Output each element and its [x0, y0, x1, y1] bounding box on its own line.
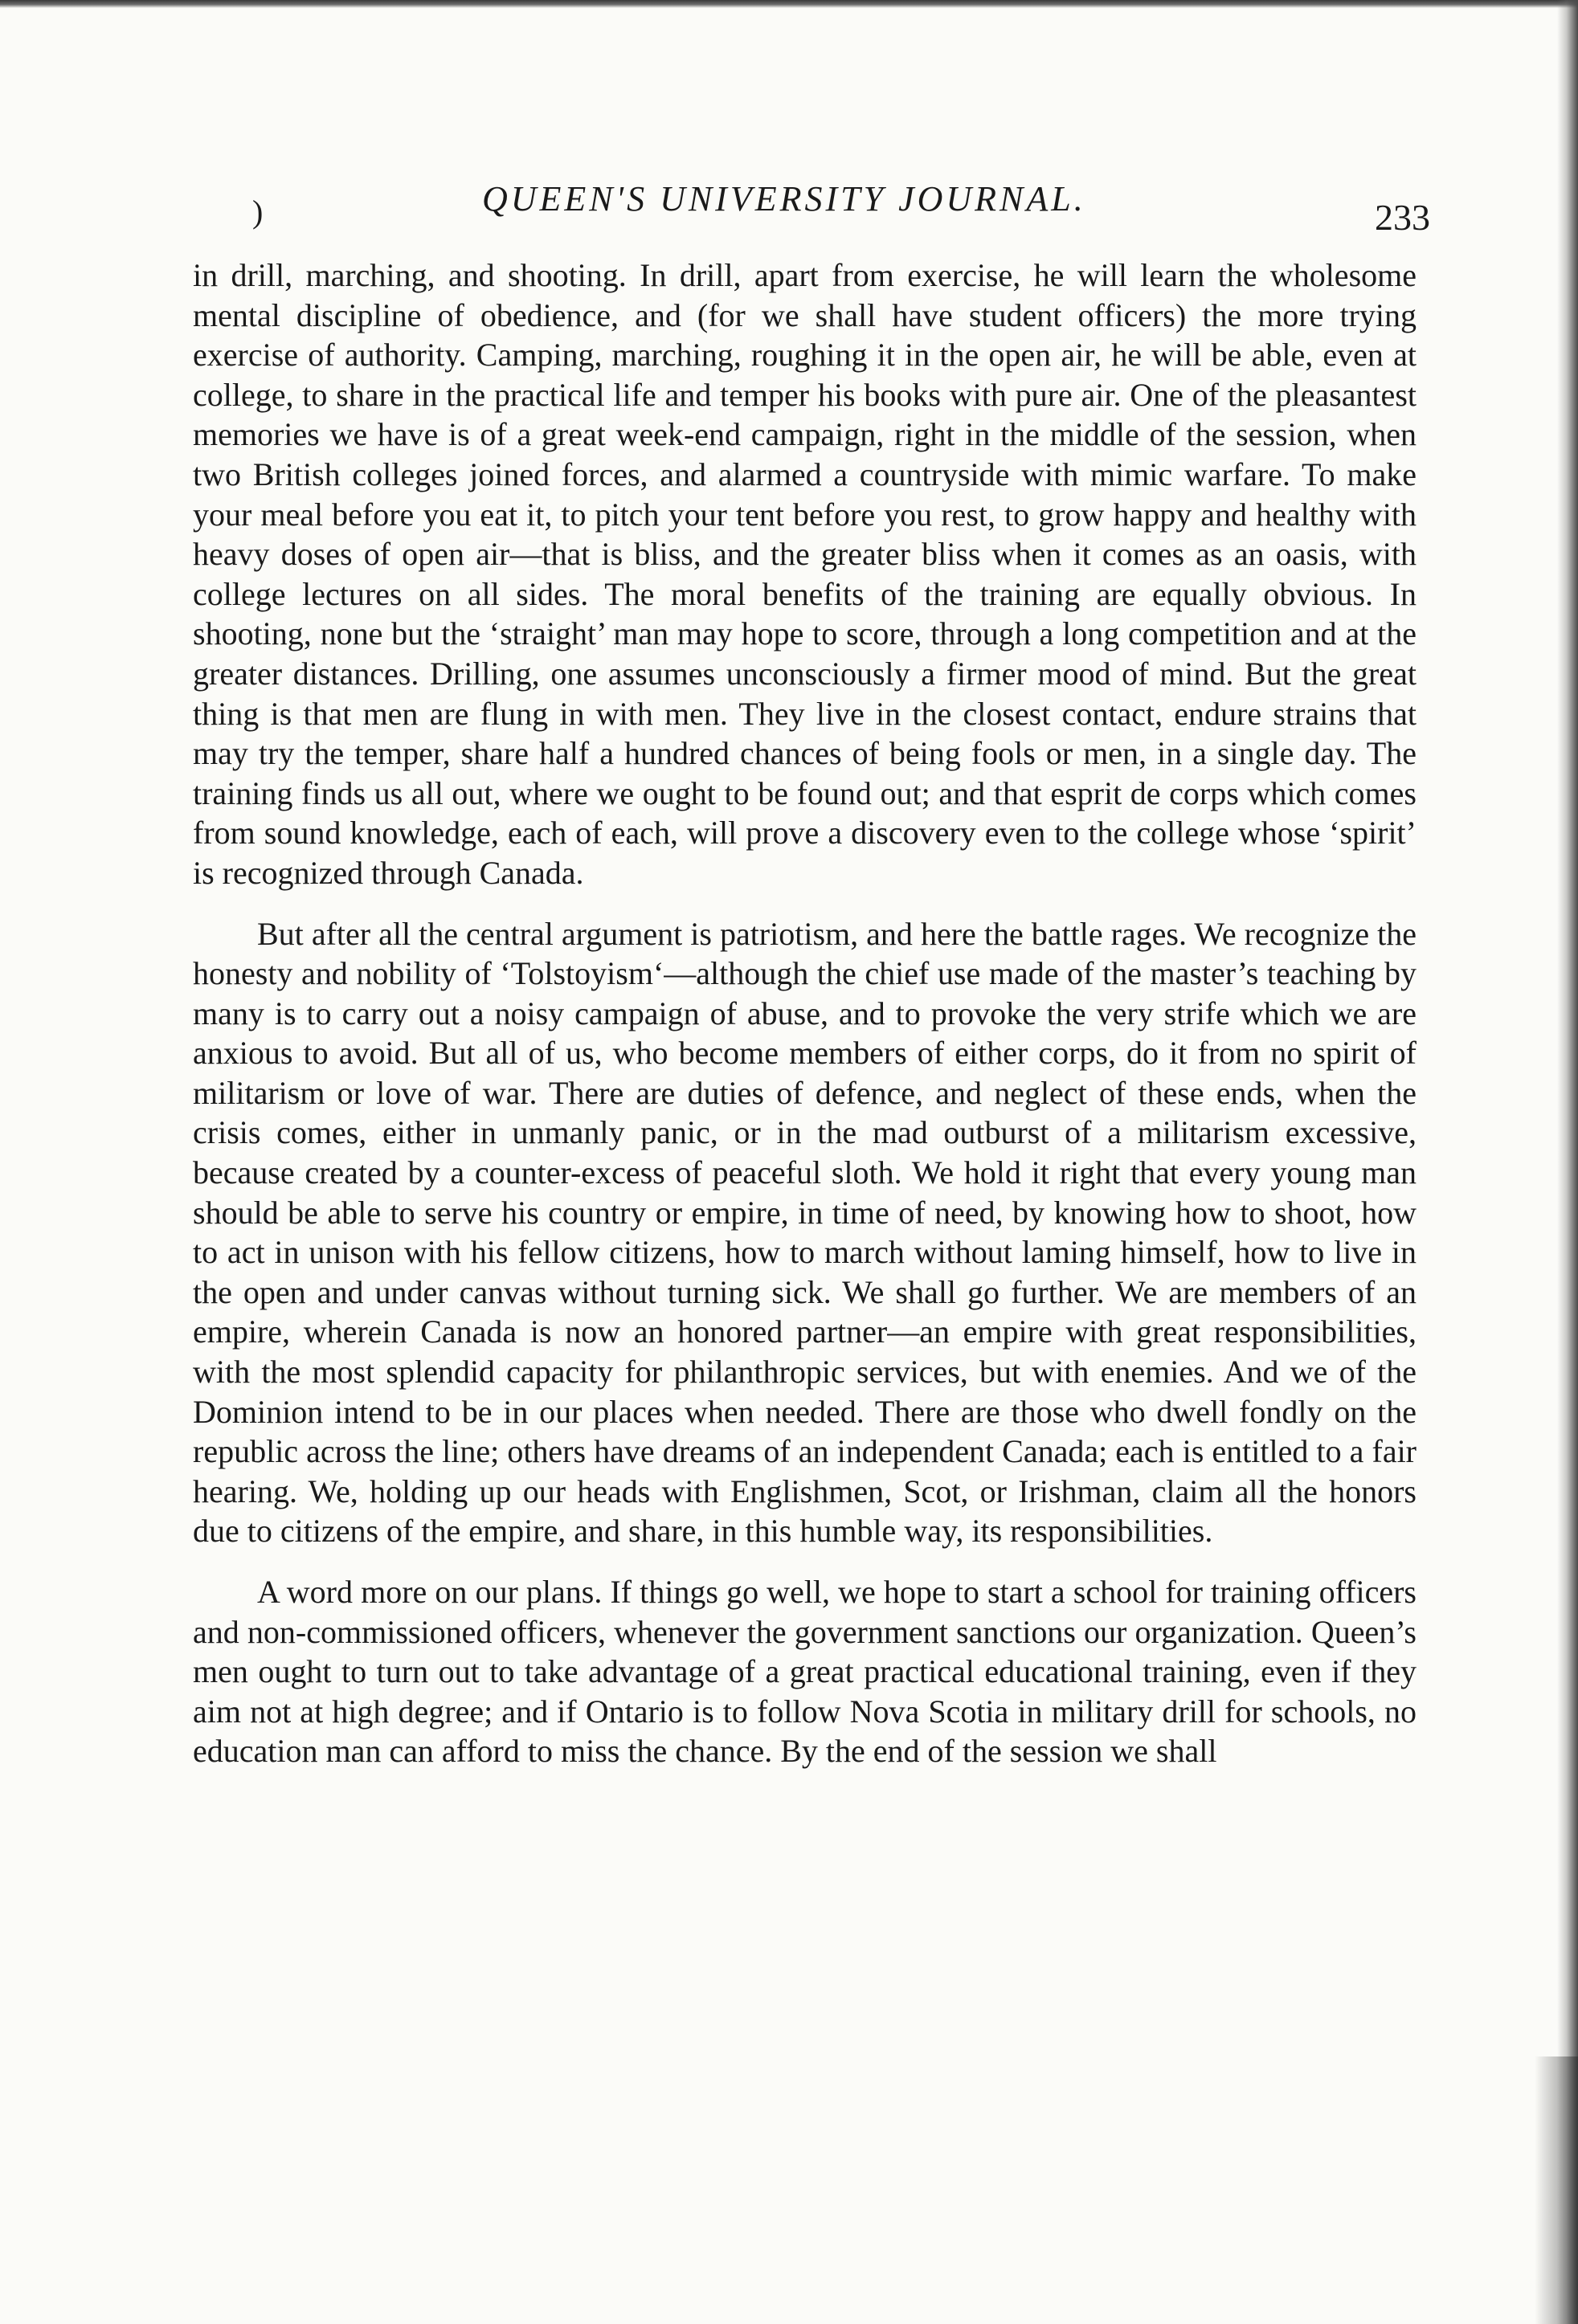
- paragraph-1: in drill, marching, and shooting. In drill, apart from exercise, he will learn the wholesome mental discipline of obedience, and (for we shall have student officers) the more trying exercise of authority. Camping, marching, roughing it in the open air, he will be able, even at college, to share in the practical life and temper his books with pure air. One of the pleasantest memories we have is of a great week-end campaign, right in the middle of the session, when two British colleges joined forces, and alarmed a countryside with mimic warfare. To make your meal before you eat it, to pitch your tent before you rest, to grow happy and healthy with heavy doses of open air—that is bliss, and the greater bliss when it comes as an oasis, with college lectures on all sides. The moral benefits of the training are equally obvious. In shooting, none but the ‘straight’ man may hope to score, through a long competition and at the greater distances. Drilling, one assumes unconsciously a firmer mood of mind. But the great thing is that men are flung in with men. They live in the closest contact, endure strains that may try the temper, share half a hundred chances of being fools or men, in a single day. The training finds us all out, where we ought to be found out; and that esprit de corps which comes from sound knowledge, each of each, will prove a discovery even to the college whose ‘spirit’ is recognized through Canada.: [193, 257, 1417, 891]
- page-number: 233: [1375, 197, 1430, 238]
- article-body: [193, 255, 1417, 1771]
- running-header: [241, 178, 1430, 238]
- paragraph-2: But after all the central argument is patriotism, and here the battle rages. We recognize the honesty and nobility of ‘Tolstoyism‘—although the chief use made of the master’s teaching by many is to carry out a noisy campaign of abuse, and to provoke the very strife which we are anxious to avoid. But all of us, who become members of either corps, do it from no spirit of militarism or love of war. There are duties of defence, and neglect of these ends, when the crisis comes, either in unmanly panic, or in the mad outburst of a militarism excessive, because created by a counter-excess of peaceful sloth. We hold it right that every young man should be able to serve his country or empire, in time of need, by knowing how to shoot, how to act in unison with his fellow citizens, how to march without laming himself, how to live in the open and under canvas without turning sick. We shall go further. We are members of an empire, wherein Canada is now an honored partner—an empire with great responsibilities, with the most splendid capacity for philanthropic services, but with enemies. And we of the Dominion intend to be in our places when needed. There are those who dwell fondly on the republic across the line; others have dreams of an independent Canada; each is entitled to a fair hearing. We, holding up our heads with Englishmen, Scot, or Irishman, claim all the honors due to citizens of the empire, and share, in this humble way, its responsibilities.: [193, 915, 1417, 1550]
- paragraph-3: A word more on our plans. If things go well, we hope to start a school for training officers and non-commissioned officers, whenever the government sanctions our organization. Queen’s men ought to turn out to take advantage of a great practical educational training, even if they aim not at high degree; and if Ontario is to follow Nova Scotia in military drill for schools, no education man can afford to miss the chance. By the end of the session we shall: [193, 1574, 1417, 1770]
- header-mark: ): [252, 194, 264, 230]
- journal-title: QUEEN'S UNIVERSITY JOURNAL.: [482, 179, 1086, 219]
